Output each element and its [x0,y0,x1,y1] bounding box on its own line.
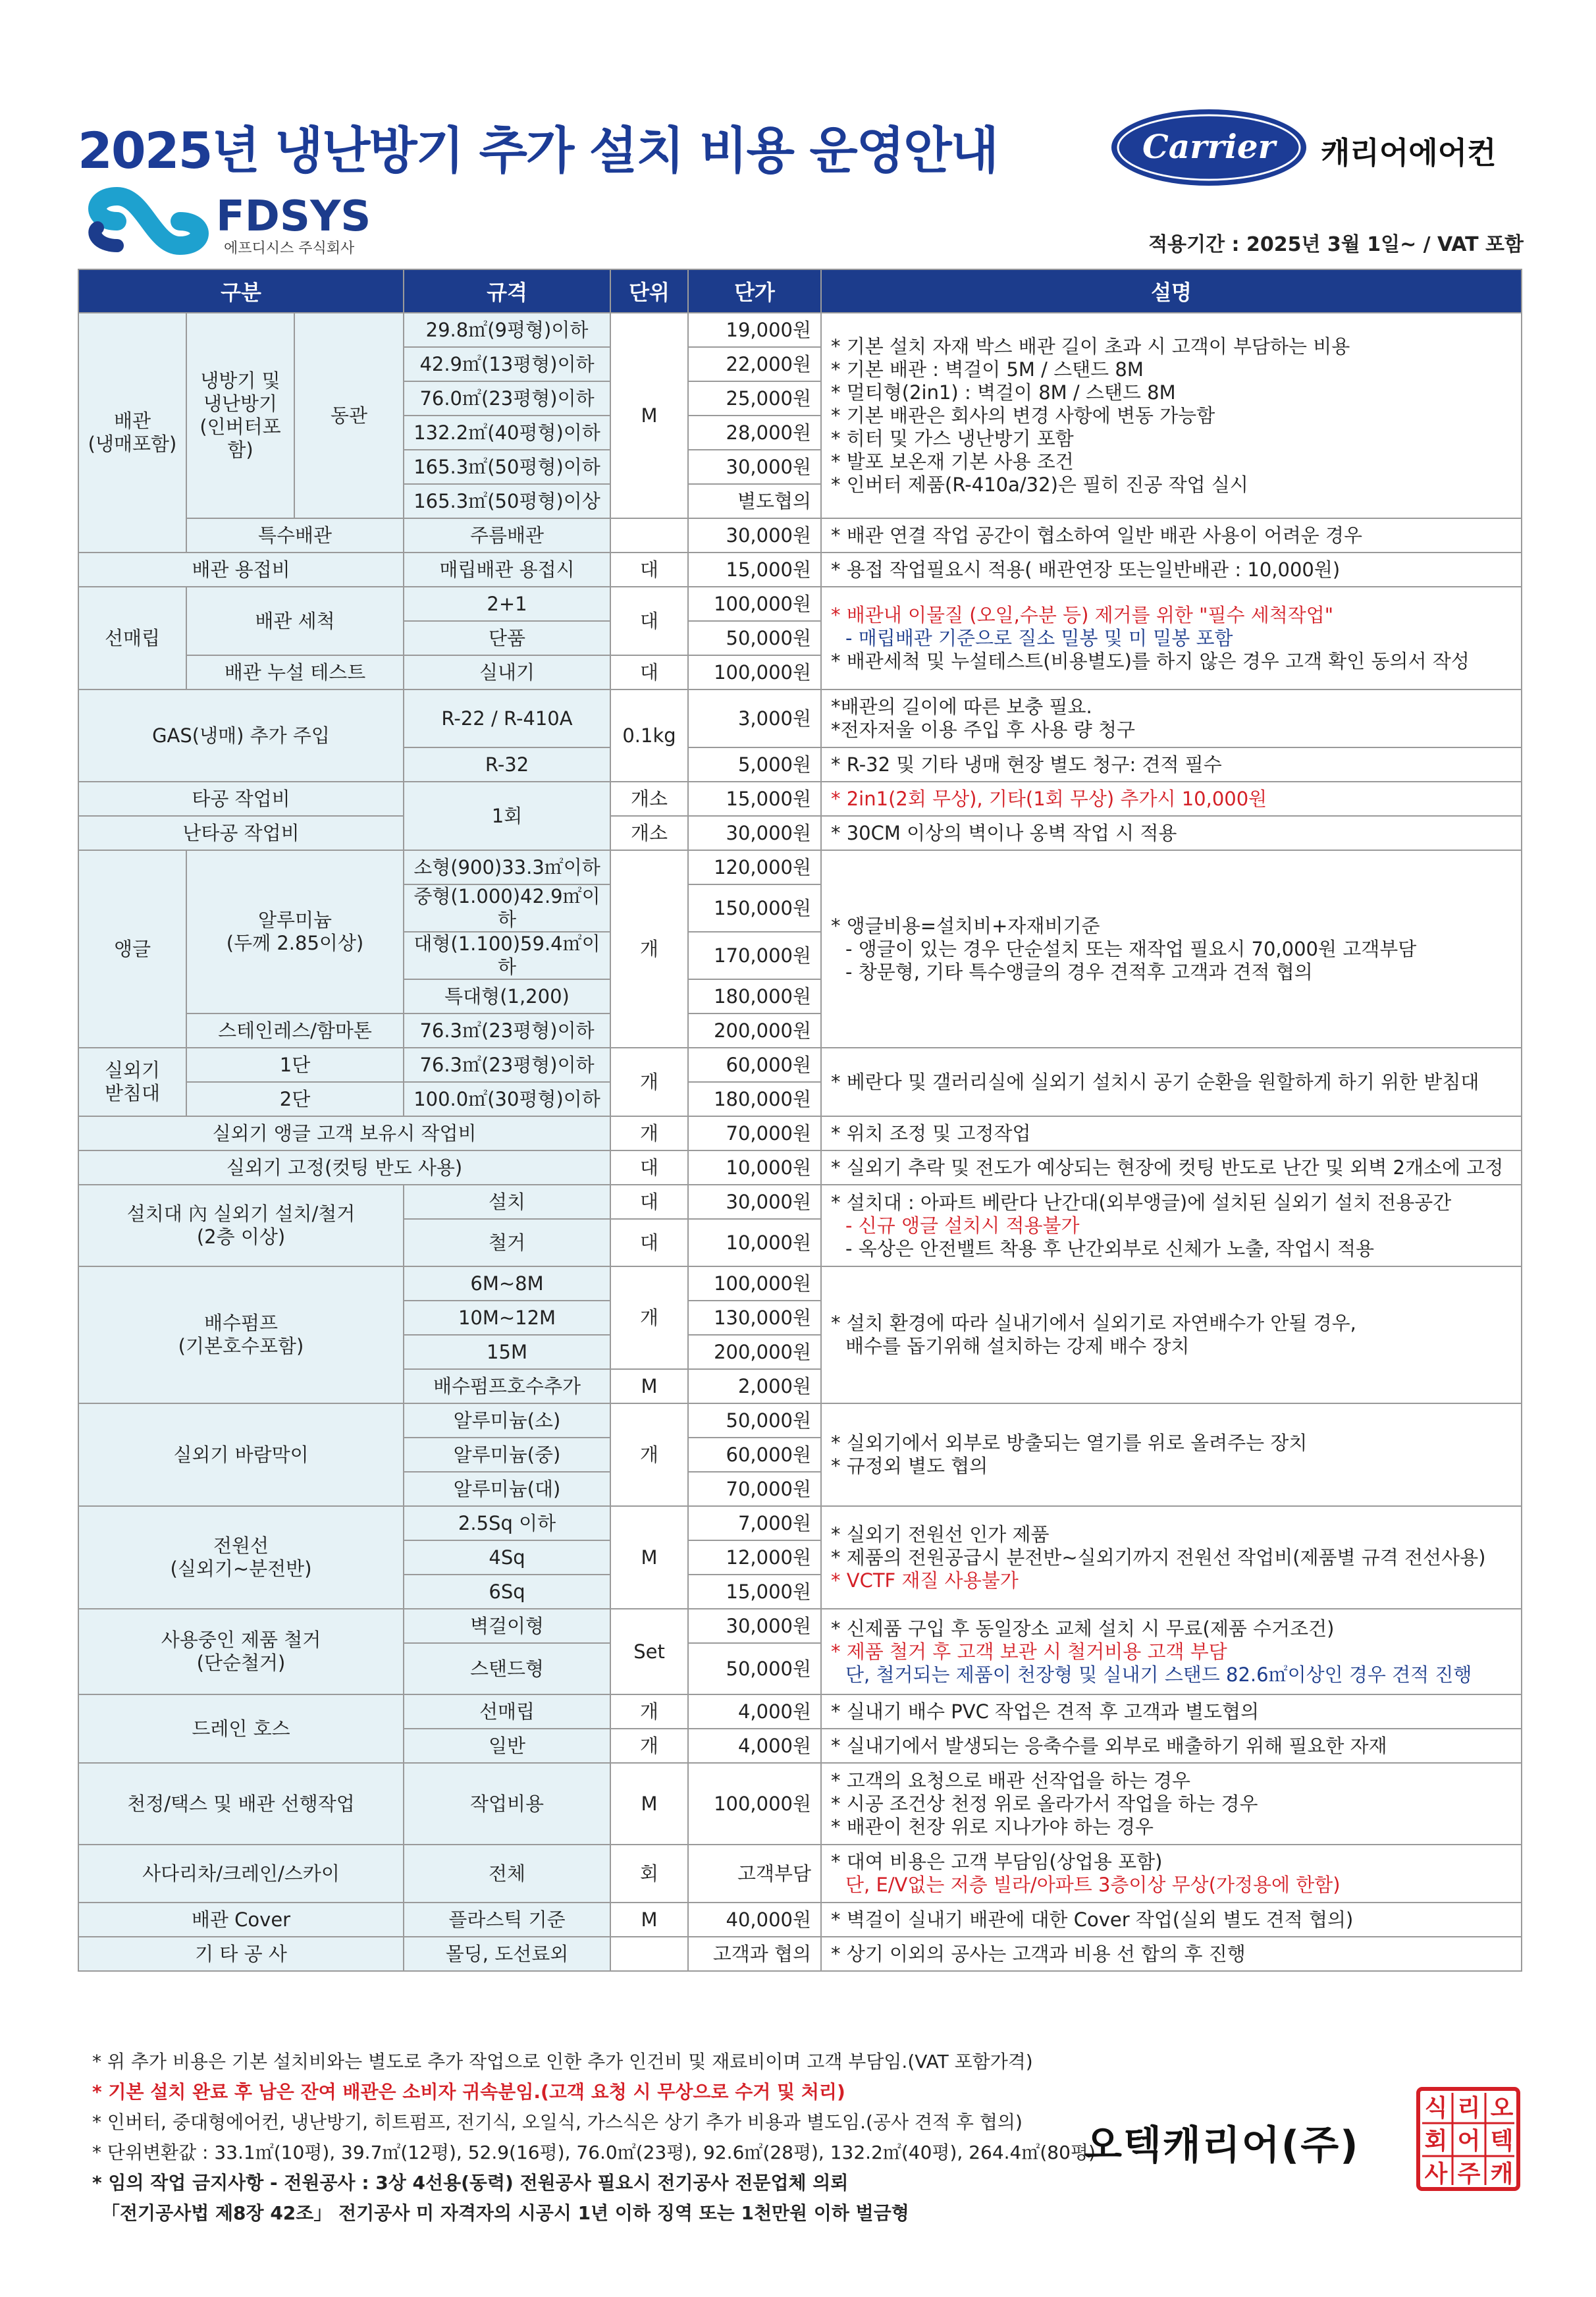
desc-line: * VCTF 재질 사용불가 [831,1569,1019,1592]
desc-ladder [821,1845,1522,1903]
price-cell: 60,000원 [688,1048,821,1082]
price-cell: 40,000원 [688,1903,821,1937]
desc-cell: * R-32 및 기타 냉매 현장 별도 청구: 견적 필수 [821,747,1522,782]
desc-cell: * 위치 조정 및 고정작업 [821,1116,1522,1150]
desc-power [821,1506,1522,1609]
spec-cell: 대형(1.100)59.4㎡이하 [404,932,610,979]
spec-cell: R-22 / R-410A [404,689,610,747]
desc-wind [821,1403,1522,1506]
note-line: * 단위변환값 : 33.1㎡(10평), 39.7㎡(12평), 52.9(16평), 76.0㎡(23평), 92.6㎡(28평), 132.2㎡(40평), 264.4㎡(80평) [92,2142,1096,2163]
unit-cell [610,518,688,553]
cat-cooler: 냉방기 및 냉난방기 (인버터포함) [186,313,294,518]
cat-stainless: 스테인레스/함마톤 [186,1013,404,1048]
price-cell: 4,000원 [688,1729,821,1763]
desc-line: * 인버터 제품(R-410a/32)은 필히 진공 작업 실시 [831,473,1248,496]
unit-cell: 개소 [610,816,688,850]
price-cell: 4,000원 [688,1694,821,1729]
spec-cell: 설치 [404,1185,610,1219]
price-cell: 50,000원 [688,1643,821,1694]
price-cell: 5,000원 [688,747,821,782]
price-cell: 180,000원 [688,979,821,1013]
price-table-wrapper [78,269,1521,1972]
price-cell: 100,000원 [688,1763,821,1845]
cat-leak-test: 배관 누설 테스트 [186,655,404,689]
seal-character: 사 [1424,2161,1448,2188]
desc-line: * 기본 배관 : 벽걸이 5M / 스탠드 8M [831,358,1144,381]
price-cell: 50,000원 [688,1403,821,1438]
price-cell: 30,000원 [688,1609,821,1643]
spec-cell: 76.3㎡(23평형)이하 [404,1013,610,1048]
price-cell: 30,000원 [688,1185,821,1219]
price-cell: 별도협의 [688,484,821,518]
desc-line: - 앵글이 있는 경우 단순설치 또는 재작업 필요시 70,000원 고객부담 [845,937,1417,960]
desc-line: * 설치대 : 아파트 베란다 난간대(외부앵글)에 설치된 실외기 설치 전용공간 [831,1191,1452,1214]
price-cell: 10,000원 [688,1150,821,1185]
spec-cell: 42.9㎡(13평형)이하 [404,347,610,381]
desc-line: * 제품 철거 후 고객 보관 시 철거비용 고객 부담 [831,1640,1227,1663]
spec-cell: 주름배관 [404,518,610,553]
cat-drain-pump: 배수펌프 (기본호수포함) [78,1266,404,1403]
cat-own-angle: 실외기 앵글 고객 보유시 작업비 [78,1116,610,1150]
desc-line: - 매립배관 기준으로 질소 밀봉 및 미 밀봉 포함 [845,626,1233,649]
desc-line: * 앵글비용=설치비+자재비기준 [831,914,1100,937]
spec-cell: 중형(1.000)42.9㎡이하 [404,884,610,932]
spec-cell: 선매립 [404,1694,610,1729]
desc-cell: * 2in1(2회 무상), 기타(1회 무상) 추가시 10,000원 [821,782,1522,816]
desc-angle [821,850,1522,1048]
desc-line: * 실외기 전원선 인가 제품 [831,1523,1050,1546]
price-cell: 7,000원 [688,1506,821,1540]
price-cell: 100,000원 [688,587,821,621]
seal-character: 식 [1424,2095,1448,2122]
spec-cell: 132.2㎡(40평형)이하 [404,416,610,450]
desc-line: * 설치 환경에 따라 실내기에서 실외기로 자연배수가 안될 경우, [831,1312,1356,1334]
spec-cell: 2+1 [404,587,610,621]
price-cell: 200,000원 [688,1013,821,1048]
price-cell: 60,000원 [688,1438,821,1472]
unit-cell: 대 [610,553,688,587]
desc-line: * 실외기에서 외부로 방출되는 열기를 위로 올려주는 장치 [831,1432,1308,1454]
unit-cell: 개 [610,850,688,1048]
unit-cell: 개 [610,1116,688,1150]
unit-cell: 대 [610,1185,688,1219]
applicable-period: 적용기간 : 2025년 3월 1일~ / VAT 포함 [1148,233,1524,256]
price-cell: 200,000원 [688,1335,821,1369]
desc-inner [821,1185,1522,1266]
desc-cell: * 벽걸이 실내기 배관에 대한 Cover 작업(실외 별도 견적 협의) [821,1903,1522,1937]
desc-line: - 신규 앵글 설치시 적용불가 [845,1214,1080,1237]
price-cell: 3,000원 [688,689,821,747]
desc-cell: * 배관 연결 작업 공간이 협소하여 일반 배관 사용이 어려운 경우 [821,518,1522,553]
price-cell: 180,000원 [688,1082,821,1116]
spec-cell: 플라스틱 기준 [404,1903,610,1937]
seal-character: 오 [1490,2095,1514,2122]
company-seal [1416,2086,1521,2192]
desc-copper [821,313,1522,518]
spec-cell: 작업비용 [404,1763,610,1845]
desc-pump [821,1266,1522,1403]
desc-ceiling [821,1763,1522,1845]
header-price: 단가 [688,269,821,313]
unit-cell [610,1937,688,1971]
price-cell: 50,000원 [688,621,821,655]
spec-cell: 15M [404,1335,610,1369]
spec-cell: 100.0㎡(30평형)이하 [404,1082,610,1116]
desc-line: * 고객의 요청으로 배관 선작업을 하는 경우 [831,1769,1191,1792]
carrier-logo [1107,105,1310,190]
desc-line: * 제품의 전원공급시 분전반~실외기까지 전원선 작업비(제품별 규격 전선사용) [831,1546,1486,1569]
header-description: 설명 [821,269,1522,313]
unit-cell: M [610,313,688,518]
unit-cell: M [610,1903,688,1937]
desc-cell: * 30CM 이상의 벽이나 옹벽 작업 시 적용 [821,816,1522,850]
price-cell: 30,000원 [688,816,821,850]
seal-character: 캐 [1490,2161,1514,2188]
seal-character: 어 [1457,2128,1481,2155]
cat-angle: 앵글 [78,850,186,1048]
spec-cell: 특대형(1,200) [404,979,610,1013]
desc-line: 배수를 돕기위해 설치하는 강제 배수 장치 [845,1335,1190,1357]
desc-line: * 시공 조건상 천정 위로 올라가서 작업을 하는 경우 [831,1792,1258,1815]
desc-line: - 창문형, 기타 특수앵글의 경우 견적후 고객과 견적 협의 [845,960,1313,983]
unit-cell: M [610,1506,688,1609]
fdsys-subtitle: 에프디시스 주식회사 [224,240,355,257]
note-line: * 인버터, 중대형에어컨, 냉난방기, 히트펌프, 전기식, 오일식, 가스식은 상기 추가 비용과 별도임.(공사 견적 후 협의) [92,2111,1023,2133]
note-line: * 임의 작업 금지사항 - 전원공사 : 3상 4선용(동력) 전원공사 필요시 전기공사 전문업체 의뢰 [92,2172,849,2194]
cat-removal: 사용중인 제품 철거 (단순철거) [78,1609,404,1694]
cat-tagong: 타공 작업비 [78,782,404,816]
spec-cell: 6Sq [404,1575,610,1609]
cat-windbreak: 실외기 바람막이 [78,1403,404,1506]
spec-cell: 165.3㎡(50평형)이상 [404,484,610,518]
price-cell: 15,000원 [688,1575,821,1609]
desc-line: 단, 철거되는 제품이 천장형 및 실내기 스탠드 82.6㎡이상인 경우 견적 진행 [845,1663,1472,1686]
desc-line: * 배관세척 및 누설테스트(비용별도)를 하지 않은 경우 고객 확인 동의서 작성 [831,649,1470,672]
desc-line: * 멀티형(2in1) : 벽걸이 8M / 스탠드 8M [831,381,1176,404]
cat-stand-2: 2단 [186,1082,404,1116]
cat-ladder: 사다리차/크레인/스카이 [78,1845,404,1903]
desc-line: * 기본 설치 자재 박스 배관 길이 초과 시 고객이 부담하는 비용 [831,335,1350,358]
price-cell: 70,000원 [688,1116,821,1150]
cat-piping: 배관 (냉매포함) [78,313,186,553]
spec-cell: 일반 [404,1729,610,1763]
desc-removal [821,1609,1522,1694]
price-cell: 12,000원 [688,1540,821,1575]
unit-cell: 개 [610,1048,688,1116]
seal-character: 리 [1457,2095,1481,2122]
desc-gas [821,689,1522,747]
unit-cell: 회 [610,1845,688,1903]
spec-cell: 29.8㎡(9평형)이하 [404,313,610,347]
seal-character: 주 [1457,2161,1481,2188]
desc-cleaning [821,587,1522,689]
desc-line: 단, E/V없는 저층 빌라/아파트 3층이상 무상(가정용에 한함) [845,1874,1341,1896]
spec-cell: 스탠드형 [404,1643,610,1694]
spec-cell: 배수펌프호수추가 [404,1369,610,1403]
spec-cell: 2.5Sq 이하 [404,1506,610,1540]
seal-character: 회 [1424,2128,1448,2155]
unit-cell: 대 [610,1150,688,1185]
note-line: * 기본 설치 완료 후 남은 잔여 배관은 소비자 귀속분임.(고객 요청 시 무상으로 수거 및 처리) [92,2081,845,2103]
spec-cell: 벽걸이형 [404,1609,610,1643]
desc-line: * 신제품 구입 후 동일장소 교체 설치 시 무료(제품 수거조건) [831,1617,1335,1640]
desc-cell: * 실내기에서 발생되는 응축수를 외부로 배출하기 위해 필요한 자재 [821,1729,1522,1763]
unit-cell: 대 [610,587,688,655]
unit-cell: M [610,1369,688,1403]
price-cell: 130,000원 [688,1301,821,1335]
cat-special-pipe: 특수배관 [186,518,404,553]
spec-cell: 단품 [404,621,610,655]
desc-line: - 옥상은 안전밸트 착용 후 난간외부로 신체가 노출, 작업시 적용 [845,1237,1375,1260]
desc-line: * 규정외 별도 협의 [831,1455,988,1477]
price-cell: 28,000원 [688,416,821,450]
cat-welding: 배관 용접비 [78,553,404,587]
carrier-korean-name: 캐리어에어컨 [1321,135,1497,171]
cat-ceiling: 천정/택스 및 배관 선행작업 [78,1763,404,1845]
cat-fixing: 실외기 고정(컷팅 반도 사용) [78,1150,610,1185]
price-cell: 70,000원 [688,1472,821,1506]
unit-cell: 대 [610,655,688,689]
header-unit: 단위 [610,269,688,313]
price-cell: 120,000원 [688,850,821,884]
cat-pipe-cleaning: 배관 세척 [186,587,404,655]
desc-line: * 대여 비용은 고객 부담임(상업용 포함) [831,1851,1163,1873]
spec-cell: 76.3㎡(23평형)이하 [404,1048,610,1082]
desc-line: * 히터 및 가스 냉난방기 포함 [831,427,1074,450]
spec-cell: 몰딩, 도선료외 [404,1937,610,1971]
price-cell: 100,000원 [688,1266,821,1301]
cat-copper: 동관 [294,313,404,518]
price-cell: 100,000원 [688,655,821,689]
header-category: 구분 [78,269,404,313]
desc-line: *전자저울 이용 주입 후 사용 량 청구 [831,718,1136,741]
unit-cell: 0.1kg [610,689,688,782]
seal-character: 텍 [1490,2128,1514,2155]
cat-cover: 배관 Cover [78,1903,404,1937]
spec-cell: 전체 [404,1845,610,1903]
price-cell: 30,000원 [688,518,821,553]
unit-cell: Set [610,1609,688,1694]
price-cell: 170,000원 [688,932,821,979]
footnotes [92,2047,1096,2229]
price-cell: 25,000원 [688,381,821,416]
desc-line: * 발포 보온재 기본 사용 조건 [831,450,1074,473]
price-table [78,269,1522,1972]
desc-line: * 기본 배관은 회사의 변경 사항에 변동 가능함 [831,404,1215,427]
spec-cell: 165.3㎡(50평형)이하 [404,450,610,484]
desc-line: * 배관이 천장 위로 지나가야 하는 경우 [831,1815,1154,1838]
cat-gas: GAS(냉매) 추가 주입 [78,689,404,782]
price-cell: 15,000원 [688,553,821,587]
fdsys-wordmark: FDSYS [216,192,371,241]
unit-cell: 개 [610,1403,688,1506]
page-title: 2025년 냉난방기 추가 설치 비용 운영안내 [78,121,998,180]
price-cell: 고객과 협의 [688,1937,821,1971]
desc-line: *배관의 길이에 따른 보충 필요. [831,695,1092,718]
unit-cell: M [610,1763,688,1845]
cat-drain-hose: 드레인 호스 [78,1694,404,1763]
desc-line: * 배관내 이물질 (오일,수분 등) 제거를 위한 "필수 세척작업" [831,603,1334,626]
unit-cell: 대 [610,1219,688,1266]
note-line: 「전기공사법 제8장 42조」 전기공사 미 자격자의 시공시 1년 이하 징역 또는 1천만원 이하 벌금형 [101,2202,909,2224]
spec-cell: 알루미늄(대) [404,1472,610,1506]
spec-cell: 매립배관 용접시 [404,553,610,587]
cat-etc: 기 타 공 사 [78,1937,404,1971]
price-cell: 19,000원 [688,313,821,347]
spec-cell: 알루미늄(중) [404,1438,610,1472]
price-cell: 30,000원 [688,450,821,484]
cat-inner-install: 설치대 內 실외기 설치/철거 (2층 이상) [78,1185,404,1266]
price-cell: 15,000원 [688,782,821,816]
header-spec: 규격 [404,269,610,313]
spec-cell: 알루미늄(소) [404,1403,610,1438]
desc-cell: * 실내기 배수 PVC 작업은 견적 후 고객과 별도협의 [821,1694,1522,1729]
spec-cell: 1회 [404,782,610,850]
unit-cell: 개 [610,1694,688,1729]
spec-cell: R-32 [404,747,610,782]
desc-cell: * 베란다 및 갤러리실에 실외기 설치시 공기 순환을 원할하게 하기 위한 받침대 [821,1048,1522,1116]
spec-cell: 소형(900)33.3㎡이하 [404,850,610,884]
cat-power-line: 전원선 (실외기~분전반) [78,1506,404,1609]
spec-cell: 4Sq [404,1540,610,1575]
price-cell: 22,000원 [688,347,821,381]
carrier-wordmark: Carrier [1142,127,1276,166]
cat-nantagong: 난타공 작업비 [78,816,404,850]
spec-cell: 76.0㎡(23평형)이하 [404,381,610,416]
desc-cell: * 실외기 추락 및 전도가 예상되는 현장에 컷팅 반도로 난간 및 외벽 2개소에 고정 [821,1150,1522,1185]
cat-outdoor-stand: 실외기 받침대 [78,1048,186,1116]
cat-aluminum: 알루미늄 (두께 2.85이상) [186,850,404,1013]
cat-stand-1: 1단 [186,1048,404,1082]
unit-cell: 개 [610,1729,688,1763]
spec-cell: 실내기 [404,655,610,689]
note-line: * 위 추가 비용은 기본 설치비와는 별도로 추가 작업으로 인한 추가 인건비 및 재료비이며 고객 부담임.(VAT 포함가격) [92,2051,1033,2072]
price-cell: 10,000원 [688,1219,821,1266]
desc-cell: * 상기 이외의 공사는 고객과 비용 선 합의 후 진행 [821,1937,1522,1971]
desc-cell: * 용접 작업필요시 적용( 배관연장 또는일반배관 : 10,000원) [821,553,1522,587]
company-name: 오텍캐리어(주) [1084,2122,1360,2169]
spec-cell: 철거 [404,1219,610,1266]
spec-cell: 10M~12M [404,1301,610,1335]
price-cell: 150,000원 [688,884,821,932]
spec-cell: 6M~8M [404,1266,610,1301]
price-cell: 고객부담 [688,1845,821,1903]
unit-cell: 개소 [610,782,688,816]
cat-sunmae: 선매립 [78,587,186,689]
unit-cell: 개 [610,1266,688,1369]
price-cell: 2,000원 [688,1369,821,1403]
table-header-row [78,269,1522,313]
